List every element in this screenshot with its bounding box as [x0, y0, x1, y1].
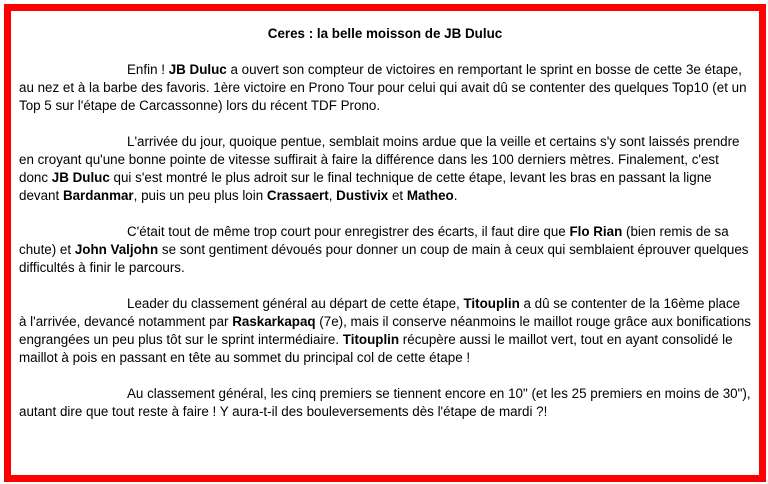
text-run: ,: [328, 188, 337, 203]
text-run: a ouvert son compteur de victoires en remportant le sprint en bosse de cette 3e étape, au nez et à la barbe des favoris. 1ère victoire en Prono Tour pour celui qui avait dû se contenter des quelques Top10 (et un Top 5 sur l'étape de Carcassonne) lors du récent TDF Prono.: [19, 62, 747, 113]
rider-name: JB Duluc: [51, 170, 110, 185]
article-paragraph: [19, 223, 751, 277]
article-paragraph: [19, 133, 751, 205]
article-paragraphs: [19, 61, 751, 421]
text-run: a dû se contenter de la 16ème place à l'arrivée, devancé notamment par: [19, 296, 741, 329]
rider-name: Titouplin: [463, 296, 520, 311]
text-run: (7e), mais il conserve néanmoins le maillot rouge grâce aux bonifications engrangées un peu plus tôt sur le sprint intermédiaire.: [19, 314, 751, 347]
text-run: .: [453, 188, 458, 203]
article-paragraph: [19, 61, 751, 115]
rider-name: Raskarkapaq: [232, 314, 316, 329]
article-title: Ceres : la belle moisson de JB Duluc: [267, 26, 503, 41]
article-body: [19, 25, 751, 439]
text-run: Enfin !: [127, 62, 169, 77]
rider-name: Matheo: [406, 188, 454, 203]
rider-name: Dustivix: [336, 188, 389, 203]
text-run: , puis un peu plus loin: [133, 188, 267, 203]
rider-name: Flo Rian: [569, 224, 623, 239]
text-run: (bien remis de sa chute) et: [19, 224, 729, 257]
text-run: et: [388, 188, 407, 203]
text-run: récupère aussi le maillot vert, tout en ayant consolidé le maillot à pois en passant en tête au sommet du principal col de cette étape !: [19, 332, 733, 365]
text-run: qui s'est montré le plus adroit sur le final technique de cette étape, levant les bras en passant la ligne devant: [19, 170, 712, 203]
text-run: L'arrivée du jour, quoique pentue, semblait moins ardue que la veille et certains s'y sont laissés prendre en croyant qu'une bonne pointe de vitesse suffirait à faire la différence dans les 100 derniers mètres. Finalement, c'est donc: [19, 134, 740, 185]
article-frame: [4, 4, 766, 482]
text-run: se sont gentiment dévoués pour donner un coup de main à ceux qui semblaient éprouver quelques difficultés à finir le parcours.: [19, 242, 749, 275]
rider-name: Titouplin: [342, 332, 400, 347]
rider-name: Bardanmar: [62, 188, 134, 203]
article-paragraph: [19, 295, 751, 367]
rider-name: John Valjohn: [74, 242, 159, 257]
article-paragraph: [19, 385, 751, 421]
rider-name: JB Duluc: [168, 62, 227, 77]
text-run: Au classement général, les cinq premiers se tiennent encore en 10" (et les 25 premiers en moins de 30"), autant dire que tout reste à faire ! Y aura-t-il des bouleversements dès l'étape de mardi ?!: [19, 386, 751, 419]
rider-name: Crassaert: [266, 188, 329, 203]
text-run: C'était tout de même trop court pour enregistrer des écarts, il faut dire que: [127, 224, 570, 239]
text-run: Leader du classement général au départ de cette étape,: [127, 296, 464, 311]
